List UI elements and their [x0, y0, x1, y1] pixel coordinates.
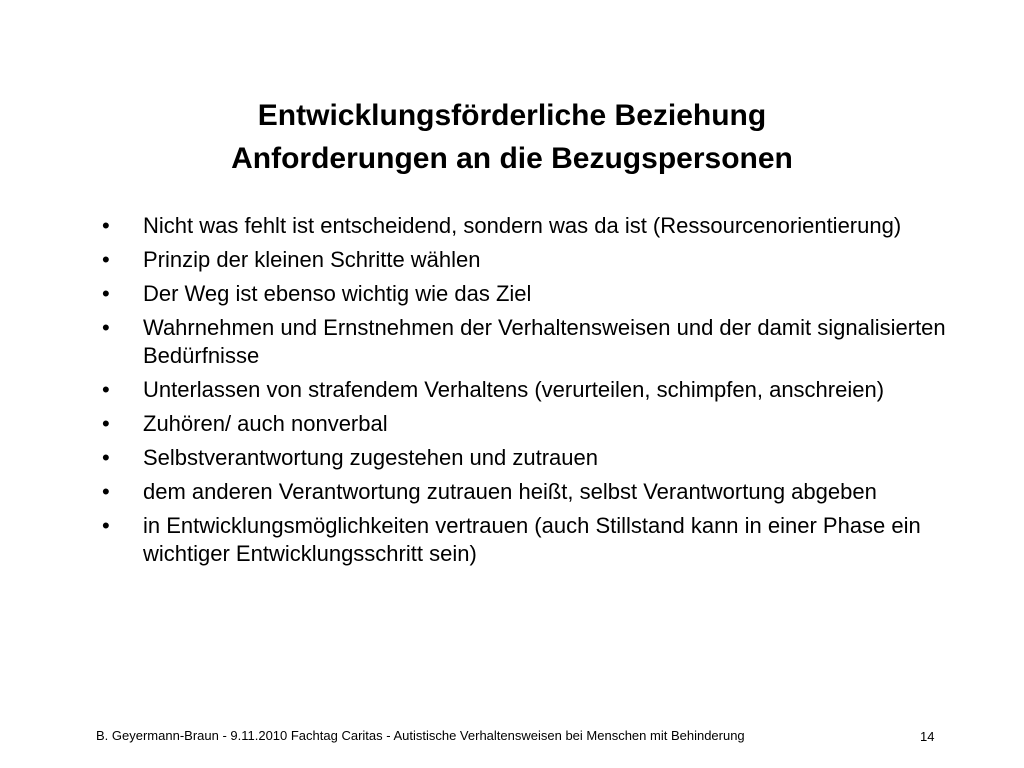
bullet-text: Selbstverantwortung zugestehen und zutrauen: [143, 445, 598, 470]
bullet-dot-icon: •: [102, 513, 110, 538]
slide-title: [0, 94, 1024, 180]
bullet-item: [98, 376, 958, 404]
bullet-list: [98, 212, 958, 574]
bullet-text: in Entwicklungsmöglichkeiten vertrauen (auch Stillstand kann in einer Phase ein wichtiger Entwicklungsschritt sein): [143, 513, 921, 566]
bullet-dot-icon: •: [102, 315, 110, 340]
bullet-item: [98, 314, 958, 370]
bullet-text: Prinzip der kleinen Schritte wählen: [143, 247, 481, 272]
bullet-item: [98, 246, 958, 274]
bullet-dot-icon: •: [102, 281, 110, 306]
bullet-item: [98, 280, 958, 308]
bullet-text: Unterlassen von strafendem Verhaltens (verurteilen, schimpfen, anschreien): [143, 377, 885, 402]
bullet-dot-icon: •: [102, 213, 110, 238]
bullet-item: [98, 478, 958, 506]
bullet-dot-icon: •: [102, 479, 110, 504]
bullet-item: [98, 444, 958, 472]
bullet-text: Der Weg ist ebenso wichtig wie das Ziel: [143, 281, 532, 306]
page-number: 14: [920, 729, 935, 744]
bullet-item: [98, 410, 958, 438]
bullet-dot-icon: •: [102, 411, 110, 436]
bullet-text: dem anderen Verantwortung zutrauen heißt, selbst Verantwortung abgeben: [143, 479, 877, 504]
slide-title-line-1: Entwicklungsförderliche Beziehung: [257, 99, 767, 132]
slide-title-line-2: Anforderungen an die Bezugspersonen: [231, 142, 793, 175]
bullet-text: Zuhören/ auch nonverbal: [143, 411, 388, 436]
bullet-text: Wahrnehmen und Ernstnehmen der Verhaltensweisen und der damit signalisierten Bedürfnisse: [143, 315, 946, 368]
bullet-dot-icon: •: [102, 445, 110, 470]
bullet-dot-icon: •: [102, 247, 110, 272]
bullet-item: [98, 212, 958, 240]
bullet-dot-icon: •: [102, 377, 110, 402]
bullet-text: Nicht was fehlt ist entscheidend, sondern was da ist (Ressourcenorientierung): [143, 213, 902, 238]
slide-footer: B. Geyermann-Braun - 9.11.2010 Fachtag Caritas - Autistische Verhaltensweisen bei Menschen mit Behinderung: [96, 728, 745, 743]
bullet-item: [98, 512, 958, 568]
